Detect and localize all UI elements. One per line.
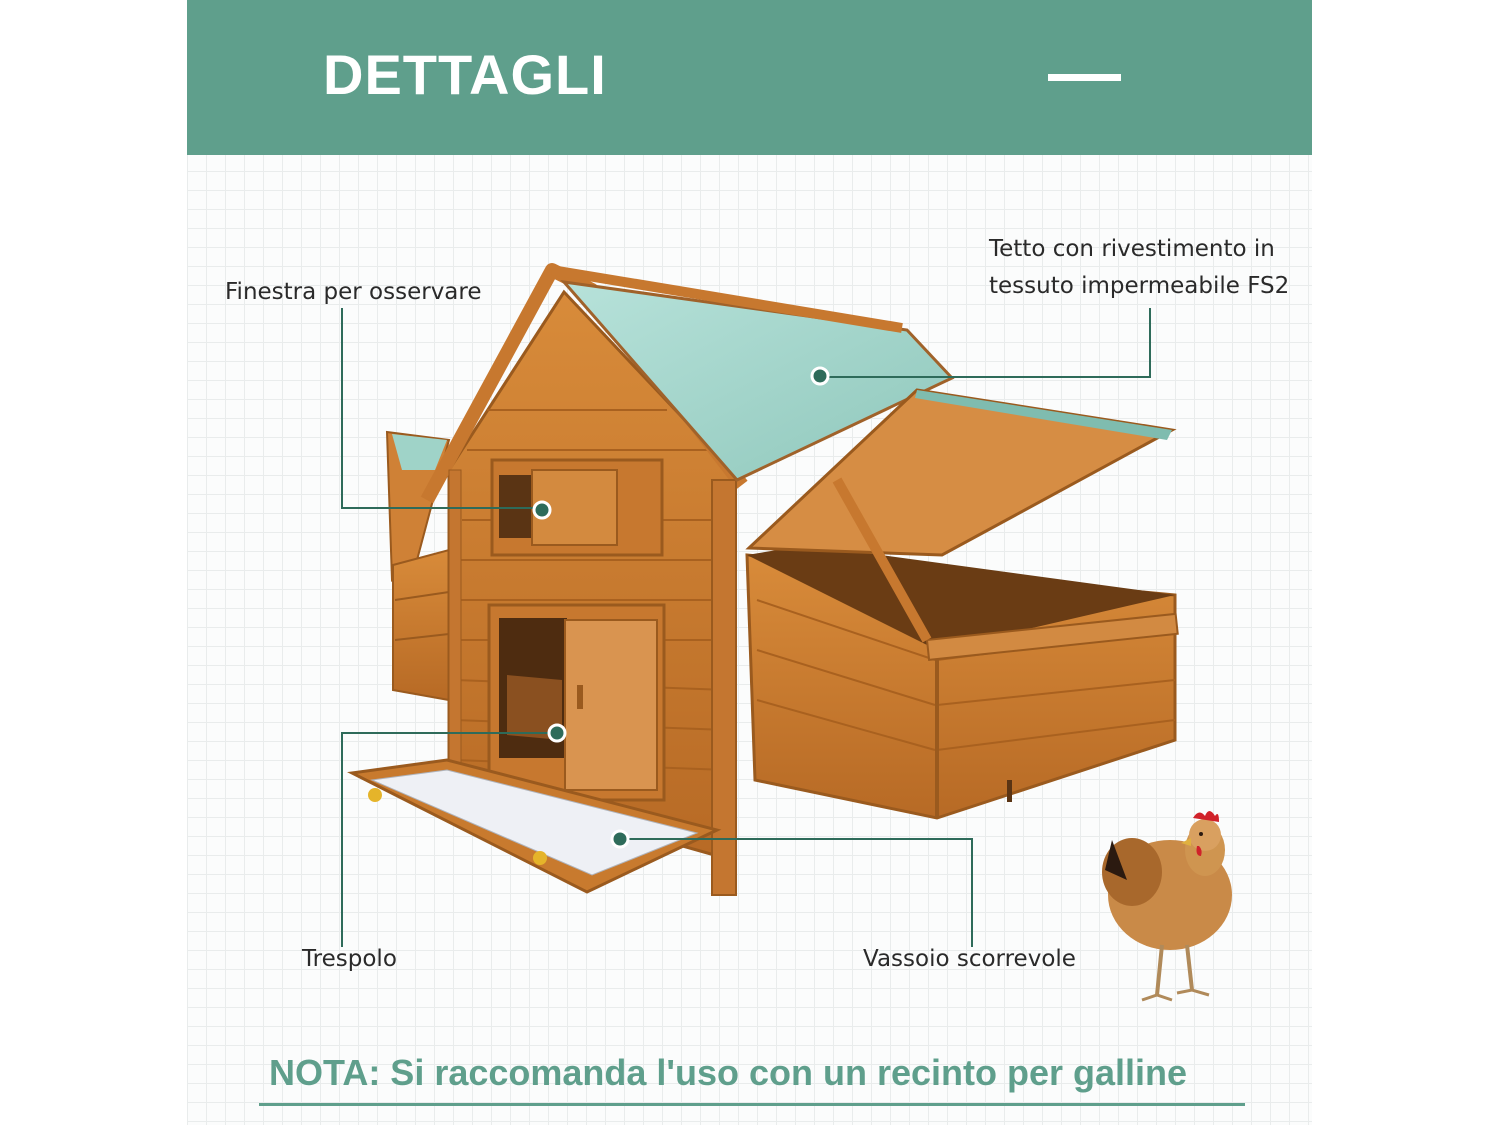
note-text: NOTA: Si raccomanda l'uso con un recinto per galline — [269, 1052, 1188, 1093]
note-underline — [259, 1103, 1245, 1106]
roof-marker-dot — [812, 368, 828, 384]
perch-leader-line — [342, 733, 555, 947]
tray-leader-line — [620, 839, 972, 947]
perch-marker-dot — [549, 725, 565, 741]
callout-window-label: Finestra per osservare — [225, 279, 482, 305]
callout-roof-label-line1: Tetto con rivestimento in — [989, 236, 1275, 262]
callout-perch-label: Trespolo — [302, 946, 397, 972]
callout-tray-label: Vassoio scorrevole — [863, 946, 1076, 972]
product-detail-panel — [187, 0, 1312, 1125]
page-title: DETTAGLI — [323, 43, 607, 106]
window-leader-line — [342, 308, 542, 508]
callout-roof-label-line2: tessuto impermeabile FS2 — [989, 273, 1290, 299]
roof-leader-line — [820, 308, 1150, 377]
tray-marker-dot — [612, 831, 628, 847]
window-marker-dot — [534, 502, 550, 518]
